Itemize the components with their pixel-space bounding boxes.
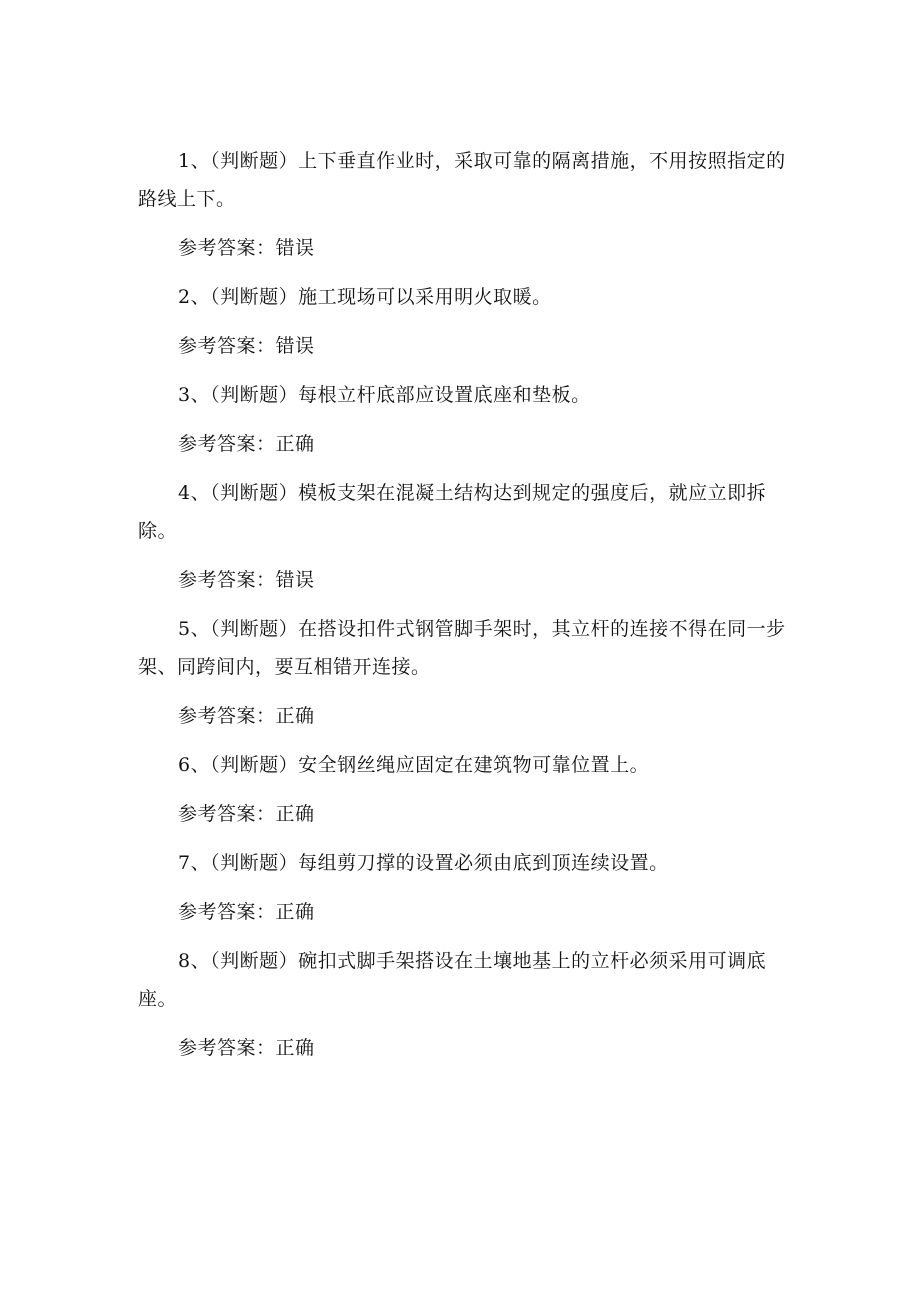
question-7: 7、（判断题）每组剪刀撑的设置必须由底到顶连续设置。 xyxy=(178,852,669,874)
question-8: 8、（判断题）碗扣式脚手架搭设在土壤地基上的立杆必须采用可调底座。 xyxy=(138,950,767,1010)
answer-3: 参考答案：正确 xyxy=(178,433,315,455)
answer-8: 参考答案：正确 xyxy=(178,1037,315,1059)
answer-7: 参考答案：正确 xyxy=(178,901,315,923)
question-3: 3、（判断题）每根立杆底部应设置底座和垫板。 xyxy=(178,384,591,406)
answer-2: 参考答案：错误 xyxy=(178,335,315,357)
answer-4: 参考答案：错误 xyxy=(178,569,315,591)
answer-5: 参考答案：正确 xyxy=(178,705,315,727)
answer-6: 参考答案：正确 xyxy=(178,803,315,825)
question-2: 2、（判断题）施工现场可以采用明火取暖。 xyxy=(178,286,552,308)
question-4: 4、（判断题）模板支架在混凝土结构达到规定的强度后，就应立即拆除。 xyxy=(138,482,767,542)
question-1: 1、（判断题）上下垂直作业时，采取可靠的隔离措施，不用按照指定的路线上下。 xyxy=(138,150,786,210)
question-5: 5、（判断题）在搭设扣件式钢管脚手架时，其立杆的连接不得在同一步架、同跨间内，要互相错开连接。 xyxy=(138,618,786,678)
question-list xyxy=(138,142,798,1078)
answer-1: 参考答案：错误 xyxy=(178,237,315,259)
question-6: 6、（判断题）安全钢丝绳应固定在建筑物可靠位置上。 xyxy=(178,754,650,776)
